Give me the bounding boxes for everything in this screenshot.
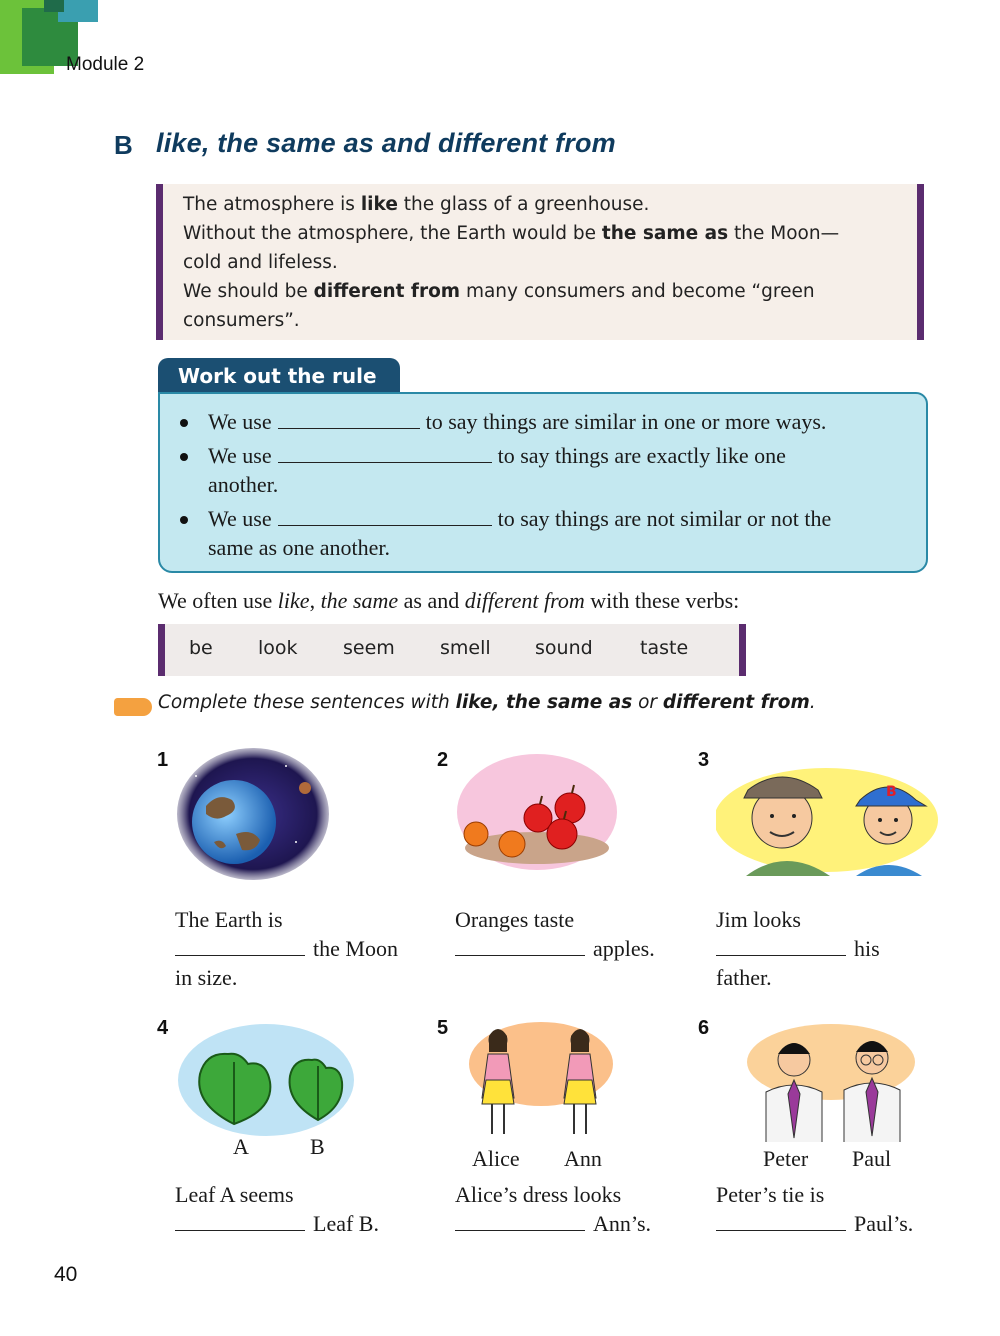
verb-sound: sound [535, 637, 593, 659]
earth-moon-picture [176, 746, 330, 882]
exercise-line-3: father. [716, 965, 772, 990]
exercise-line-1: Oranges taste [455, 907, 575, 932]
text-run: many consumers and become “green [460, 281, 815, 302]
text-run: . [809, 692, 816, 713]
text-run: with these verbs: [584, 588, 740, 613]
instruction [158, 692, 816, 713]
picture-label-paul: Paul [852, 1146, 892, 1171]
text-run: We often use [158, 588, 278, 613]
answer-blank[interactable] [455, 937, 585, 956]
exercise-number: 2 [437, 749, 449, 771]
exercise-line-2: Paul’s. [854, 1211, 914, 1236]
section-letter: B [114, 130, 133, 160]
example-line [183, 277, 895, 306]
text-run: consumers”. [183, 310, 300, 331]
corner-square-teal [58, 0, 98, 22]
rule-item-continuation: same as one another. [208, 535, 391, 560]
italic-text: like [277, 588, 310, 613]
rule-item-after: to say things are not similar or not the [497, 506, 832, 531]
verb-look: look [258, 637, 298, 659]
exercise-line-1: Alice’s dress looks [455, 1182, 622, 1207]
text-run: Without the atmosphere, the Earth would be [183, 223, 602, 244]
text-run: , [309, 588, 321, 613]
girls-picture [468, 1020, 614, 1144]
instruction-marker-icon [114, 698, 152, 716]
exercise-text [716, 905, 966, 992]
father-son-picture [716, 756, 944, 876]
text-run: the Moon— [728, 223, 840, 244]
exercise-line-1: The Earth is [175, 907, 283, 932]
bold-text: like [360, 194, 398, 215]
text-run: The atmosphere is [183, 194, 361, 215]
rule-item [208, 504, 920, 562]
verb-taste: taste [640, 637, 689, 659]
text-run: or [632, 692, 663, 713]
module-label: Module 2 [66, 54, 145, 75]
answer-blank[interactable] [716, 1212, 846, 1231]
rule-item-before: We use [208, 443, 272, 468]
example-line [183, 306, 895, 335]
text-run: as and [398, 588, 465, 613]
rule-item-continuation: another. [208, 472, 279, 497]
exercise-number: 3 [698, 749, 710, 771]
text-run: Complete these sentences with [158, 692, 456, 713]
example-sentences-box [156, 184, 924, 340]
exercise-text [175, 1180, 425, 1238]
exercise-number: 5 [437, 1017, 449, 1039]
exercise-line-1: Peter’s tie is [716, 1182, 825, 1207]
oranges-apples-picture [454, 750, 620, 880]
text-run: cold and lifeless. [183, 252, 338, 273]
answer-blank[interactable] [716, 937, 846, 956]
answer-blank[interactable] [278, 410, 420, 429]
verb-smell: smell [440, 637, 491, 659]
exercise-text [716, 1180, 966, 1238]
picture-label-ann: Ann [564, 1146, 602, 1171]
exercise-text [455, 1180, 705, 1238]
verb-seem: seem [343, 637, 395, 659]
example-line [183, 219, 895, 248]
section-title: like, the same as and different from [156, 128, 616, 158]
rule-item-after: to say things are similar in one or more ways. [425, 409, 827, 434]
rule-item-before: We use [208, 506, 272, 531]
answer-blank[interactable] [175, 1212, 305, 1231]
picture-label-alice: Alice [472, 1146, 520, 1171]
verbs-box [158, 624, 746, 676]
bold-text: different from [662, 692, 810, 713]
exercise-text [455, 905, 705, 963]
picture-label-peter: Peter [763, 1146, 809, 1171]
exercise-line-1: Leaf A seems [175, 1182, 294, 1207]
exercise-line-2: apples. [593, 936, 655, 961]
exercise-line-2: Ann’s. [593, 1211, 652, 1236]
bold-text: like, the same as [455, 692, 633, 713]
picture-label-a: A [233, 1134, 249, 1159]
italic-text: the same [320, 588, 399, 613]
exercise-line-1: Jim looks [716, 907, 801, 932]
verb-be: be [189, 637, 213, 659]
corner-square-dark [44, 0, 64, 12]
bullet-icon [180, 453, 188, 461]
example-line [183, 190, 895, 219]
exercise-line-2: his [854, 936, 880, 961]
exercise-line-2: Leaf B. [313, 1211, 379, 1236]
exercise-number: 4 [157, 1017, 169, 1039]
page-number: 40 [54, 1263, 78, 1286]
bold-text: the same as [601, 223, 729, 244]
exercise-text [175, 905, 425, 992]
rule-heading: Work out the rule [158, 358, 400, 394]
answer-blank[interactable] [278, 444, 492, 463]
boys-picture [744, 1022, 918, 1146]
rule-item-after: to say things are exactly like one [497, 443, 786, 468]
svg-text:B: B [886, 784, 897, 800]
exercise-line-2: the Moon [313, 936, 398, 961]
text-run: the glass of a greenhouse. [397, 194, 650, 215]
rule-box [158, 392, 928, 573]
exercise-number: 1 [157, 749, 169, 771]
text-run: We should be [183, 281, 314, 302]
rule-item [208, 407, 920, 436]
answer-blank[interactable] [175, 937, 305, 956]
bullet-icon [180, 419, 188, 427]
example-line [183, 248, 895, 277]
italic-text: different from [464, 588, 585, 613]
picture-label-b: B [310, 1134, 325, 1159]
rule-item [208, 441, 920, 499]
bold-text: different from [313, 281, 461, 302]
verbs-intro [158, 588, 739, 614]
rule-item-before: We use [208, 409, 272, 434]
bullet-icon [180, 516, 188, 524]
exercise-line-3: in size. [175, 965, 238, 990]
exercise-number: 6 [698, 1017, 710, 1039]
leaves-picture [176, 1020, 356, 1138]
answer-blank[interactable] [278, 507, 492, 526]
answer-blank[interactable] [455, 1212, 585, 1231]
